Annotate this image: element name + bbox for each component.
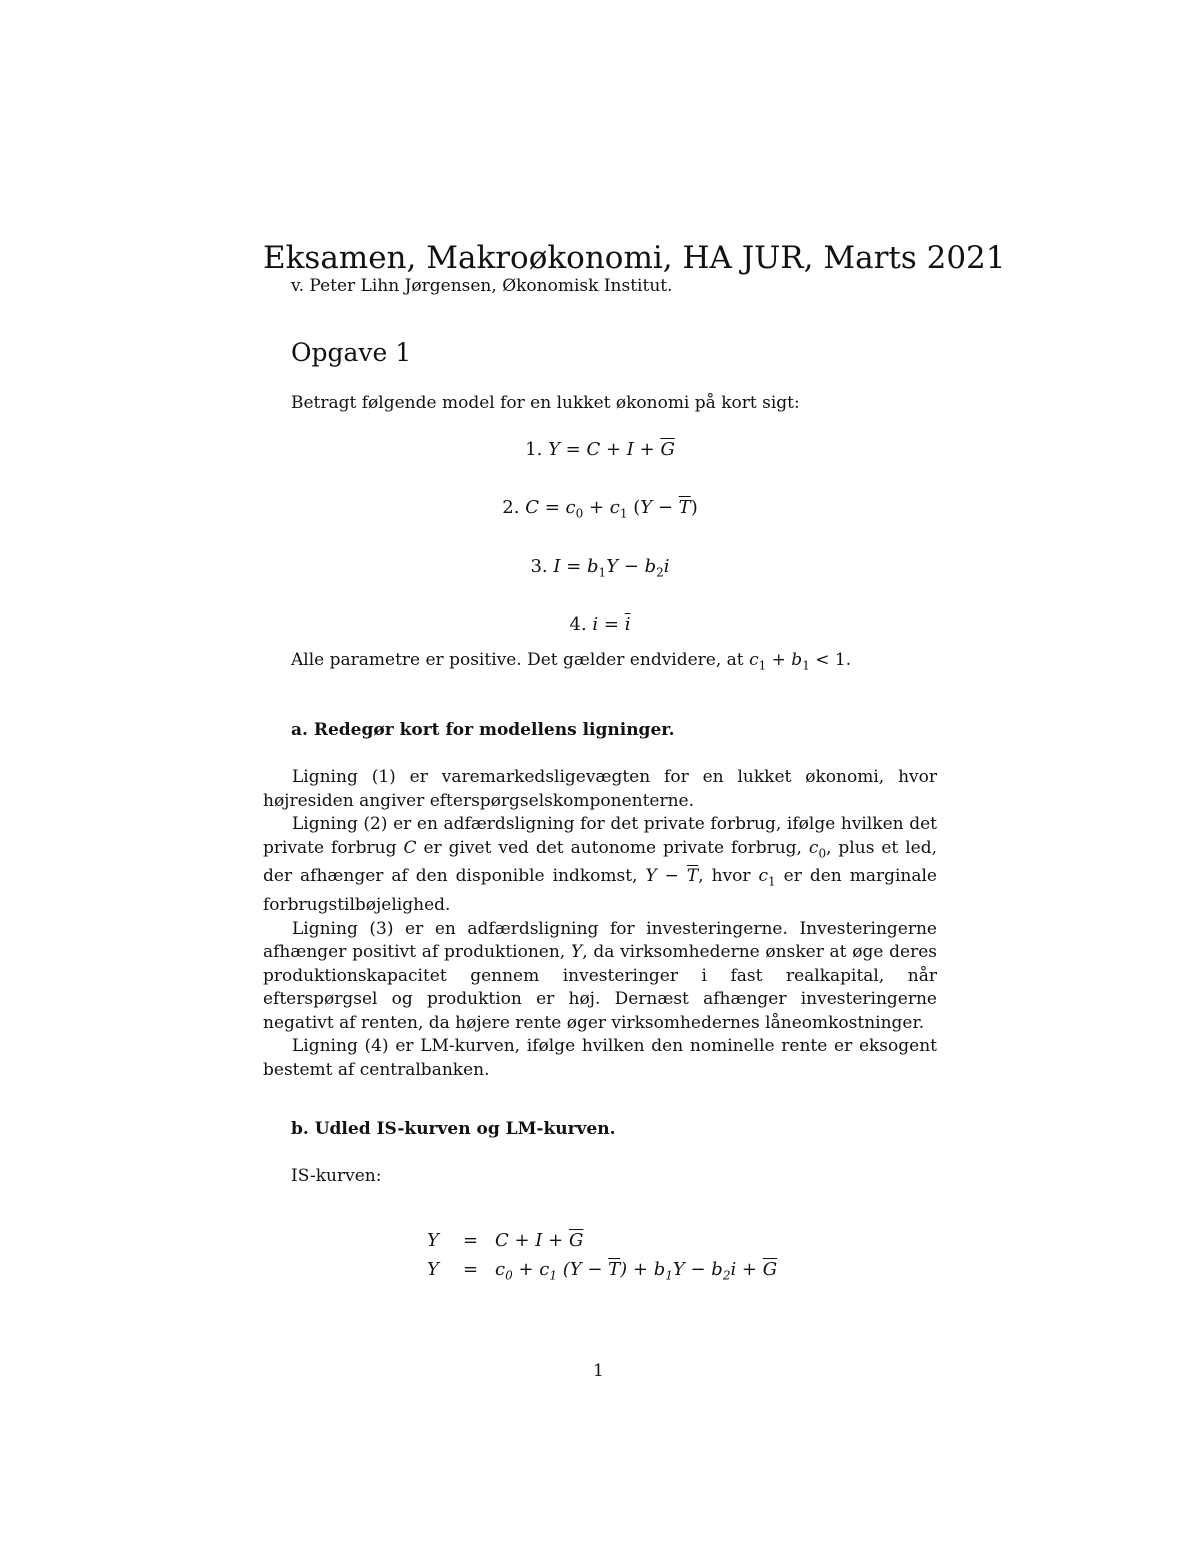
part-a-heading: a. Redegør kort for modellens ligninger.: [291, 720, 675, 740]
is-derivation-line-1: Y = $C + I + \overline{G}$: [427, 1230, 584, 1251]
equation-2: 2. $C = c_0 + c_1$ $(Y - \overline{T})$: [502, 497, 698, 521]
document-subtitle: v. Peter Lihn Jørgensen, Økonomisk Institut.: [291, 276, 673, 296]
equation-3: 3. $I = b_1Y - b_2i$: [530, 556, 670, 580]
equation-1: 1. $Y = C + I + \overline{G}$: [525, 439, 675, 460]
paragraph-equation-3: Ligning (3) er en adfærdsligning for investeringerne. Investeringerne afhænger positivt af produktionen, Y, da virksomhederne ønsker at øge deres produktionskapacitet gennem investeringer i fast realkapital, når efterspørgsel og produktion er høj. Dernæst afhænger investeringerne negativt af renten, da højere rente øger virksomhedernes låneomkostninger.: [263, 918, 938, 1033]
parameters-text: Alle parametre er positive. Det gælder endvidere, at $c_1 + b_1 < 1$.: [291, 650, 852, 673]
is-derivation-line-2: Y = $c_0 + c_1$ $(Y - \overline{T}) + b_1Y - b_2i + \overline{G}$: [427, 1259, 778, 1283]
is-curve-label: IS-kurven:: [291, 1166, 382, 1186]
is-derivation: [427, 1230, 827, 1290]
equation-4: 4. $i = \overline{i}$: [569, 614, 631, 635]
section-title: Opgave 1: [291, 338, 412, 367]
part-b-heading: b. Udled IS-kurven og LM-kurven.: [291, 1119, 616, 1139]
document-title: Eksamen, Makroøkonomi, HA JUR, Marts 2021: [263, 240, 1006, 276]
page-number: 1: [593, 1361, 604, 1381]
paragraph-equation-4: Ligning (4) er LM-kurven, ifølge hvilken den nominelle rente er eksogent bestemt af centralbanken.: [263, 1036, 937, 1080]
paragraph-equation-1: Ligning (1) er varemarkedsligevægten for en lukket økonomi, hvor højresiden angiver efterspørgselskomponenterne.: [263, 767, 937, 811]
paragraph-equation-2: Ligning (2) er en adfærdsligning for det private forbrug, ifølge hvilken det private forbrug C er givet ved det autonome private forbrug, $c_0$, plus et led, der afhænger af den disponible indkomst, $Y - \overline{T}$, hvor $c_1$ er den marginale forbrugstilbøjelighed.: [263, 814, 937, 916]
intro-text: Betragt følgende model for en lukket økonomi på kort sigt:: [291, 393, 800, 413]
part-a-body: [263, 766, 937, 1082]
